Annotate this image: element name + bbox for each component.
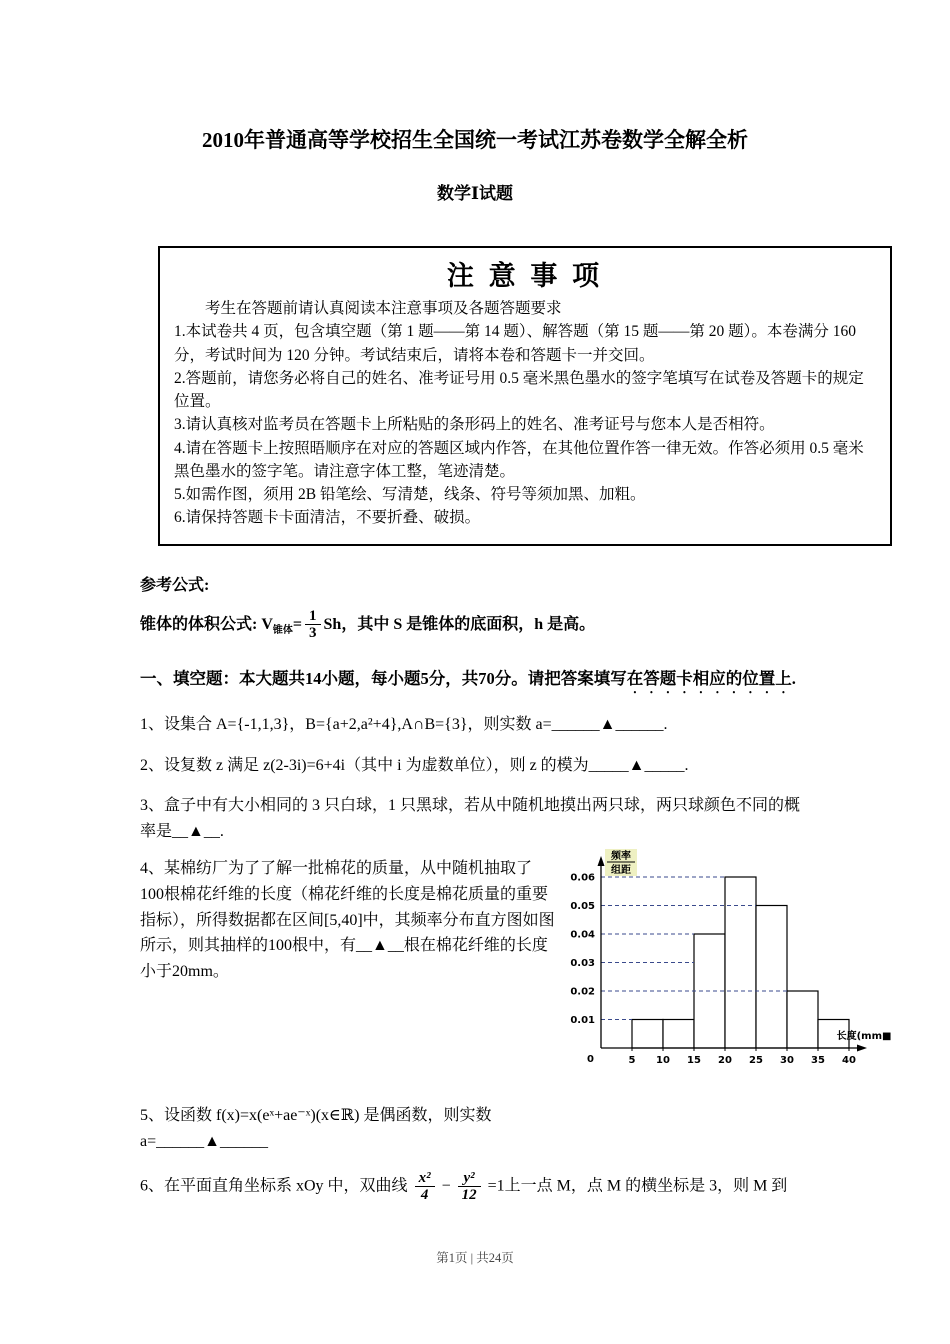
svg-text:15: 15 — [687, 1055, 701, 1067]
svg-text:长度(mm■: 长度(mm■ — [836, 1031, 892, 1043]
svg-text:组距: 组距 — [611, 865, 631, 877]
svg-text:0.03: 0.03 — [570, 958, 595, 970]
fraction-denominator: 4 — [415, 1186, 435, 1204]
formula-subscript: 锥体 — [272, 624, 293, 636]
formula-prefix: 锥体的体积公式: V — [140, 615, 273, 633]
histogram-svg — [555, 848, 915, 1083]
svg-text:35: 35 — [811, 1055, 825, 1067]
question-4: 4、某棉纺厂为了了解一批棉花的质量，从中随机抽取了100根棉花纤维的长度（棉花纤维的长度是棉花质量的重要指标），所得数据都在区间[5,40]中，其频率分布直方图如图所示，则其抽样的100根中，有__▲__根在棉花纤维的长度小于20mm。 — [140, 860, 555, 980]
page-title: 2010年普通高等学校招生全国统一考试江苏卷数学全解全析 — [202, 128, 748, 152]
notice-intro: 考生在答题前请认真阅读本注意事项及各题答题要求 — [205, 300, 562, 318]
fraction-numerator: 1 — [309, 607, 317, 624]
question-3: 3、盒子中有大小相同的 3 只白球，1 只黑球，若从中随机地摸出两只球，两只球颜色不同的概率是__▲__. — [140, 797, 801, 840]
notice-item-6: 6.请保持答题卡卡面清洁，不要折叠、破损。 — [174, 509, 481, 527]
svg-text:40: 40 — [842, 1055, 856, 1067]
question-1: 1、设集合 A={-1,1,3}，B={a+2,a²+4},A∩B={3}，则实数 a=______▲______. — [140, 715, 668, 733]
question-5-line1: 5、设函数 f(x)=x(eˣ+ae⁻ˣ)(x∈ℝ) 是偶函数，则实数 — [140, 1107, 492, 1125]
svg-text:频率: 频率 — [611, 851, 631, 863]
page-footer — [0, 1248, 950, 1266]
section-heading-text: 一、填空题：本大题共14小题，每小题5分，共70分。请把答案填写 — [140, 668, 627, 688]
svg-text:5: 5 — [628, 1055, 636, 1067]
notice-box — [158, 246, 892, 546]
svg-text:0.01: 0.01 — [570, 1015, 595, 1027]
question-5-answer-blank: a=______▲______ — [140, 1132, 268, 1150]
notice-item-5: 5.如需作图，须用 2B 铅笔绘、写清楚，线条、符号等须加黑、加粗。 — [174, 486, 646, 504]
formula-equals: = — [292, 615, 303, 633]
svg-text:0.04: 0.04 — [570, 929, 595, 941]
page-number: 第1页 | 共24页 — [436, 1251, 514, 1265]
section-heading-tail: . — [791, 668, 796, 688]
notice-title: 注 意 事 项 — [446, 261, 604, 292]
cone-volume-formula — [140, 607, 810, 642]
fraction-one-third — [305, 608, 321, 642]
svg-text:0.02: 0.02 — [570, 986, 595, 998]
svg-text:0.05: 0.05 — [570, 901, 595, 913]
notice-item-1: 1.本试卷共 4 页，包含填空题（第 1 题——第 14 题）、解答题（第 15 题——第 20 题）。本卷满分 160 分，考试时间为 120 分钟。考试结束后，请将本卷和答题卡一并交回。 — [174, 323, 857, 364]
question-4-row — [140, 851, 892, 1088]
question-6 — [140, 1170, 810, 1204]
page-subtitle: 数学Ⅰ试题 — [437, 184, 513, 204]
fraction-denominator: 12 — [458, 1186, 481, 1204]
fraction-numerator: x² — [418, 1169, 431, 1186]
question-2: 2、设复数 z 满足 z(2-3i)=6+4i（其中 i 为虚数单位），则 z 的模为_____▲_____. — [140, 756, 689, 774]
svg-text:30: 30 — [780, 1055, 794, 1067]
question-6-fraction-1 — [415, 1170, 435, 1204]
svg-text:20: 20 — [718, 1055, 732, 1067]
reference-formula-heading: 参考公式: — [140, 576, 210, 594]
question-6-prefix: 6、在平面直角坐标系 xOy 中，双曲线 — [140, 1177, 408, 1195]
svg-text:10: 10 — [656, 1055, 670, 1067]
notice-item-3: 3.请认真核对监考员在答题卡上所粘贴的条形码上的姓名、准考证号与您本人是否相符。 — [174, 416, 775, 434]
notice-item-4: 4.请在答题卡上按照晤顺序在对应的答题区域内作答，在其他位置作答一律无效。作答必须用 0.5 毫米黑色墨水的签字笔。请注意字体工整，笔迹清楚。 — [174, 439, 864, 480]
notice-item-2: 2.答题前，请您务必将自己的姓名、准考证号用 0.5 毫米黑色墨水的签字笔填写在试卷及答题卡的规定位置。 — [174, 369, 864, 411]
fraction-denominator: 3 — [305, 624, 321, 642]
fraction-numerator: y² — [463, 1169, 475, 1186]
svg-text:25: 25 — [749, 1055, 763, 1067]
question-6-suffix: =1上一点 M，点 M 的横坐标是 3，则 M 到 — [487, 1177, 788, 1195]
question-6-fraction-2 — [458, 1170, 481, 1204]
section-heading — [140, 662, 810, 697]
question-5 — [140, 1103, 810, 1154]
frequency-histogram — [555, 848, 915, 1088]
section-heading-emphasized: 在答题卡相应的位置上 — [626, 668, 792, 688]
formula-suffix: Sh，其中 S 是锥体的底面积，h 是高。 — [323, 615, 596, 633]
svg-text:0.06: 0.06 — [570, 872, 595, 884]
svg-text:0: 0 — [587, 1054, 594, 1066]
question-6-minus: − — [441, 1177, 451, 1195]
